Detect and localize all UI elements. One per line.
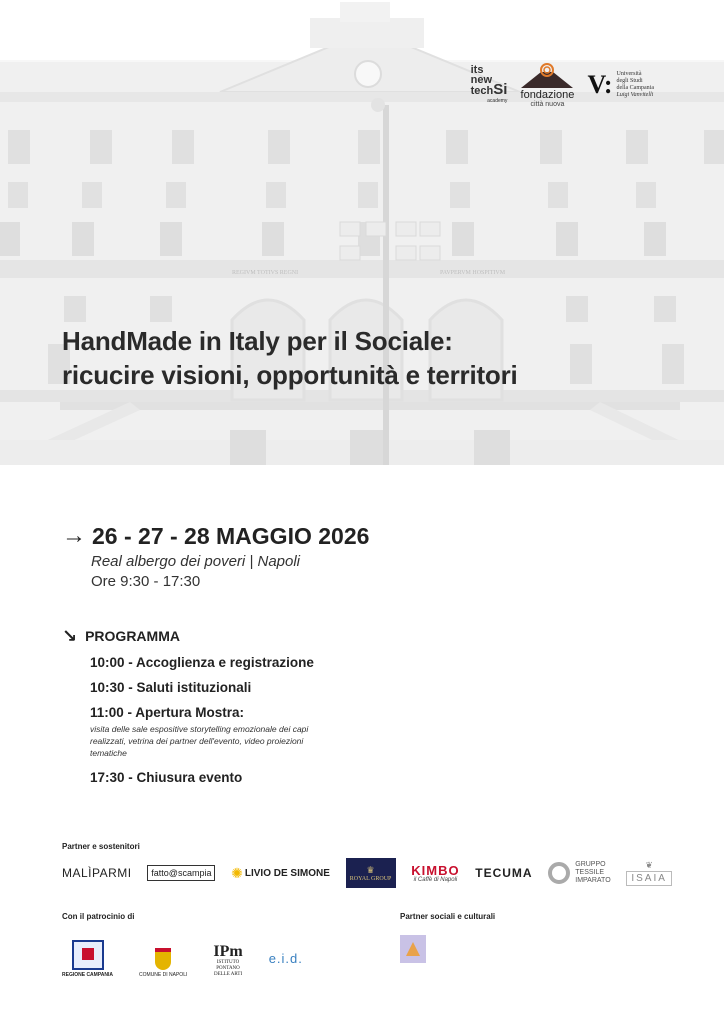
ring-icon [548, 862, 570, 884]
tecuma-logo: TECUMA [475, 866, 533, 880]
arrow-right-icon: → [62, 522, 86, 549]
gruppo-line3: IMPARATO [575, 877, 611, 884]
kimbo-sub: il Caffè di Napoli [413, 876, 458, 883]
gruppo-line1: GRUPPO [575, 861, 606, 868]
program-section [62, 626, 362, 794]
triangle-figure-icon [406, 942, 420, 956]
hero-banner [0, 0, 724, 465]
organizer-logos [471, 62, 654, 108]
campania-crest-icon [72, 940, 104, 970]
fatto-a-scampia-logo: fatto@scampia [147, 865, 215, 881]
program-item: 10:30 - Saluti istituzionali [90, 680, 252, 695]
fondazione-citta-nuova-logo [517, 62, 577, 108]
kimbo-logo [411, 858, 459, 888]
maliparmi-logo: MALÌPARMI [62, 866, 132, 880]
event-title [62, 324, 702, 392]
gruppo-line2: TESSILE [575, 869, 605, 876]
napoli-crest-icon [155, 948, 171, 970]
program-item: 17:30 - Chiusura evento [90, 770, 243, 785]
patronage-logos-row [62, 932, 303, 978]
its-line2: new [470, 73, 493, 86]
volcano-spiral-icon [517, 62, 577, 90]
fondazione-name: fondazione [520, 89, 575, 101]
ipm-sub2: PONTANO [216, 966, 240, 971]
its-line1: its [470, 63, 484, 76]
ipm-sub3: DELLE ARTI [213, 972, 243, 977]
program-item: 11:00 - Apertura Mostra: [90, 705, 245, 720]
coral-icon: ❦ [645, 860, 653, 870]
event-dates: 26 - 27 - 28 MAGGIO 2026 [92, 523, 370, 549]
event-title-line2: ricucire visioni, opportunità e territori [62, 360, 518, 390]
its-new-tech-si-logo [471, 65, 508, 106]
royal-label: ROYAL GROUP [349, 875, 392, 882]
arrow-down-right-icon: ↘ [62, 626, 78, 646]
partners-label: Partner e sostenitori [62, 842, 140, 851]
isaia-label: ISAIA [626, 871, 672, 886]
vanvitelli-line3: della Campania [616, 85, 654, 91]
facade-inscription-left: REGIVM TOTIVS REGNI [232, 270, 299, 276]
fondazione-sub: città nuova [530, 101, 565, 108]
social-partner-logo [400, 935, 426, 963]
sun-icon: ✺ [231, 864, 243, 881]
comune-di-napoli-logo [139, 948, 187, 978]
vanvitelli-line2: degli Studi [616, 78, 643, 84]
social-partners-label: Partner sociali e culturali [400, 912, 496, 921]
eid-logo [269, 938, 303, 978]
vanvitelli-line1: Università [616, 71, 642, 77]
napoli-caption: COMUNE DI NAPOLI [139, 972, 188, 978]
its-si: Si [493, 80, 508, 98]
partner-logos-row [62, 857, 672, 889]
event-hours: Ore 9:30 - 17:30 [91, 573, 201, 590]
crown-icon: ♛ [366, 864, 375, 875]
program-item-note: visita delle sale espositive storytelling emozionale dei capi realizzati, vetrina dei partner dell'evento, video proiezioni tematiche [90, 724, 309, 758]
facade-inscription-right: PAVPERVM HOSPITIVM [440, 270, 506, 276]
event-venue: Real albergo dei poveri | Napoli [91, 553, 301, 570]
istituto-pontano-logo [213, 944, 242, 978]
vanvitelli-line4: Luigi Vanvitelli [616, 92, 654, 98]
isaia-logo [626, 858, 672, 888]
gruppo-tessile-imparato-logo [548, 858, 610, 888]
royal-group-logo [346, 858, 396, 888]
campania-caption: REGIONE CAMPANIA [62, 972, 114, 978]
event-details [62, 522, 369, 592]
program-heading: PROGRAMMA [85, 628, 180, 644]
its-academy: academy [487, 97, 508, 104]
its-line3: tech [470, 84, 494, 97]
event-title-line1: HandMade in Italy per il Sociale: [62, 326, 453, 356]
regione-campania-logo [62, 940, 113, 978]
eid-label: e.i.d. [268, 950, 303, 966]
vanvitelli-mark: V: [587, 70, 613, 99]
ipm-sub1: ISTITUTO [216, 960, 240, 965]
kimbo-label: KIMBO [411, 862, 460, 878]
livio-de-simone-logo [231, 858, 330, 888]
vanvitelli-university-logo [587, 70, 654, 100]
livio-label: LIVIO DE SIMONE [244, 867, 330, 879]
patronage-label: Con il patrocinio di [62, 912, 135, 921]
program-item: 10:00 - Accoglienza e registrazione [90, 655, 314, 670]
ipm-mark: IPm [213, 943, 243, 960]
